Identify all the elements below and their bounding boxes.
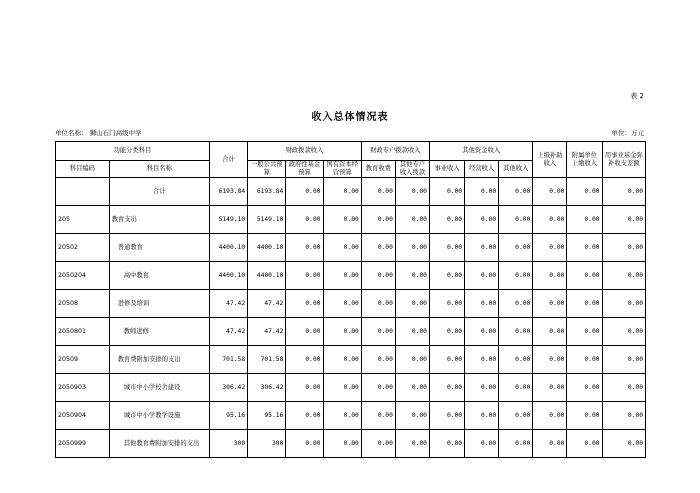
cell-total: 300 [209,430,247,458]
cell-total: 47.42 [209,290,247,318]
cell-general: 306.42 [248,374,286,402]
cell-edu-fee: 0.00 [361,290,395,318]
cell-affiliated: 0.00 [567,374,602,402]
cell-name: 教育支出 [109,206,209,234]
cell-reserve: 0.00 [602,290,645,318]
cell-operating: 0.00 [465,178,499,206]
cell-edu-fee: 0.00 [361,346,395,374]
cell-other: 0.00 [499,206,533,234]
cell-superior: 0.00 [533,290,567,318]
table-number: 表 2 [630,92,644,100]
cell-total: 4400.10 [209,262,247,290]
cell-total: 5149.10 [209,206,247,234]
cell-general: 4400.10 [248,262,286,290]
cell-other-special: 0.00 [395,234,429,262]
cell-edu-fee: 0.00 [361,234,395,262]
cell-business: 0.00 [429,402,464,430]
cell-edu-fee: 0.00 [361,178,395,206]
cell-affiliated: 0.00 [567,430,602,458]
table-row [56,346,646,374]
table-row [56,178,646,206]
cell-business: 0.00 [429,346,464,374]
cell-total: 6193.84 [209,178,247,206]
cell-business: 0.00 [429,374,464,402]
cell-business: 0.00 [429,234,464,262]
header-subject-name: 科目名称 [109,161,209,178]
cell-affiliated: 0.00 [567,318,602,346]
cell-general: 4400.10 [248,234,286,262]
cell-gov: 0.00 [286,346,323,374]
cell-reserve: 0.00 [602,178,645,206]
header-fiscal-appropriation: 财政拨款收入 [248,142,362,161]
cell-reserve: 0.00 [602,346,645,374]
cell-name: 进修及培训 [109,290,209,318]
header-other-income: 其他收入 [499,161,533,178]
cell-edu-fee: 0.00 [361,430,395,458]
currency-unit: 单位：万元 [611,129,644,137]
cell-reserve: 0.00 [602,430,645,458]
cell-code: 2050904 [56,402,110,430]
cell-code: 2050903 [56,374,110,402]
cell-reserve: 0.00 [602,402,645,430]
cell-operating: 0.00 [465,374,499,402]
page-title: 收入总体情况表 [311,112,389,123]
cell-edu-fee: 0.00 [361,262,395,290]
cell-state: 0.00 [323,346,361,374]
header-gov-fund-budget: 政府性基金预算 [286,161,323,178]
cell-gov: 0.00 [286,430,323,458]
header-operating-income: 经营收入 [465,161,499,178]
cell-other-special: 0.00 [395,346,429,374]
cell-general: 300 [248,430,286,458]
cell-name: 教育费附加安排的支出 [109,346,209,374]
cell-other-special: 0.00 [395,262,429,290]
cell-code: 2050204 [56,262,110,290]
cell-name: 城市中小学教学设施 [109,402,209,430]
cell-business: 0.00 [429,290,464,318]
cell-affiliated: 0.00 [567,402,602,430]
cell-general: 701.58 [248,346,286,374]
cell-operating: 0.00 [465,206,499,234]
cell-other: 0.00 [499,374,533,402]
cell-general: 47.42 [248,290,286,318]
cell-affiliated: 0.00 [567,234,602,262]
cell-affiliated: 0.00 [567,262,602,290]
cell-other: 0.00 [499,262,533,290]
cell-state: 0.00 [323,430,361,458]
header-other-funds: 其他资金收入 [429,142,532,161]
cell-operating: 0.00 [465,234,499,262]
cell-affiliated: 0.00 [567,178,602,206]
cell-superior: 0.00 [533,234,567,262]
header-other-special: 其他专户收入拨款 [395,161,429,178]
cell-other: 0.00 [499,402,533,430]
cell-name: 其他教育费附加安排的支出 [109,430,209,458]
header-func-class: 功能分类科目 [56,142,210,161]
cell-total: 47.42 [209,318,247,346]
cell-gov: 0.00 [286,290,323,318]
cell-other: 0.00 [499,430,533,458]
cell-business: 0.00 [429,318,464,346]
header-state-capital-budget: 国有资本经营预算 [323,161,361,178]
cell-gov: 0.00 [286,178,323,206]
cell-state: 0.00 [323,234,361,262]
cell-superior: 0.00 [533,178,567,206]
cell-other-special: 0.00 [395,374,429,402]
table-row [56,374,646,402]
cell-reserve: 0.00 [602,206,645,234]
table-row [56,430,646,458]
cell-state: 0.00 [323,178,361,206]
cell-superior: 0.00 [533,374,567,402]
cell-business: 0.00 [429,430,464,458]
cell-other-special: 0.00 [395,430,429,458]
cell-general: 6193.84 [248,178,286,206]
cell-code [56,178,110,206]
cell-total: 701.58 [209,346,247,374]
cell-total: 4400.10 [209,234,247,262]
cell-gov: 0.00 [286,262,323,290]
header-business-income: 事业收入 [429,161,464,178]
cell-operating: 0.00 [465,318,499,346]
cell-state: 0.00 [323,374,361,402]
cell-reserve: 0.00 [602,374,645,402]
cell-affiliated: 0.00 [567,290,602,318]
cell-superior: 0.00 [533,346,567,374]
cell-name: 高中教育 [109,262,209,290]
cell-gov: 0.00 [286,234,323,262]
cell-gov: 0.00 [286,402,323,430]
header-general-budget: 一般公共预算 [248,161,286,178]
cell-code: 2050801 [56,318,110,346]
header-superior-subsidy: 上级补助收入 [533,142,567,178]
cell-gov: 0.00 [286,374,323,402]
cell-other: 0.00 [499,346,533,374]
cell-edu-fee: 0.00 [361,374,395,402]
cell-other: 0.00 [499,178,533,206]
cell-other: 0.00 [499,318,533,346]
income-summary-table [55,141,646,458]
cell-name: 合计 [109,178,209,206]
cell-edu-fee: 0.00 [361,402,395,430]
cell-business: 0.00 [429,178,464,206]
header-edu-fee: 教育收费 [361,161,395,178]
cell-state: 0.00 [323,262,361,290]
unit-name: 单位名称： 狮山石门高级中学 [55,129,142,137]
table-row [56,402,646,430]
cell-state: 0.00 [323,318,361,346]
cell-operating: 0.00 [465,402,499,430]
header-subject-code: 科目编码 [56,161,110,178]
cell-other: 0.00 [499,290,533,318]
cell-superior: 0.00 [533,318,567,346]
cell-operating: 0.00 [465,290,499,318]
cell-affiliated: 0.00 [567,206,602,234]
cell-operating: 0.00 [465,346,499,374]
cell-name: 普通教育 [109,234,209,262]
cell-code: 205 [56,206,110,234]
header-fiscal-special: 财政专户拨款收入 [361,142,429,161]
table-row [56,234,646,262]
cell-name: 城市中小学校舍建设 [109,374,209,402]
cell-reserve: 0.00 [602,262,645,290]
cell-reserve: 0.00 [602,318,645,346]
cell-other-special: 0.00 [395,318,429,346]
cell-edu-fee: 0.00 [361,318,395,346]
cell-affiliated: 0.00 [567,346,602,374]
cell-code: 20508 [56,290,110,318]
cell-gov: 0.00 [286,206,323,234]
cell-total: 306.42 [209,374,247,402]
cell-operating: 0.00 [465,430,499,458]
cell-name: 教师进修 [109,318,209,346]
cell-state: 0.00 [323,206,361,234]
cell-general: 47.42 [248,318,286,346]
cell-total: 95.16 [209,402,247,430]
cell-general: 95.16 [248,402,286,430]
cell-business: 0.00 [429,206,464,234]
table-row [56,262,646,290]
cell-code: 20502 [56,234,110,262]
header-reserve-fund: 用事业基金弥补收支差额 [602,142,645,178]
cell-gov: 0.00 [286,318,323,346]
table-row [56,318,646,346]
cell-operating: 0.00 [465,262,499,290]
cell-other-special: 0.00 [395,402,429,430]
table-row [56,206,646,234]
cell-other-special: 0.00 [395,178,429,206]
header-affiliated-unit: 附属单位上缴收入 [567,142,602,178]
cell-superior: 0.00 [533,430,567,458]
cell-state: 0.00 [323,290,361,318]
table-row [56,290,646,318]
cell-other-special: 0.00 [395,290,429,318]
header-total: 合计 [209,142,247,178]
cell-superior: 0.00 [533,262,567,290]
cell-state: 0.00 [323,402,361,430]
cell-superior: 0.00 [533,402,567,430]
cell-edu-fee: 0.00 [361,206,395,234]
cell-code: 20509 [56,346,110,374]
cell-code: 2050999 [56,430,110,458]
cell-reserve: 0.00 [602,234,645,262]
cell-other-special: 0.00 [395,206,429,234]
cell-business: 0.00 [429,262,464,290]
cell-superior: 0.00 [533,206,567,234]
cell-other: 0.00 [499,234,533,262]
cell-general: 5149.10 [248,206,286,234]
